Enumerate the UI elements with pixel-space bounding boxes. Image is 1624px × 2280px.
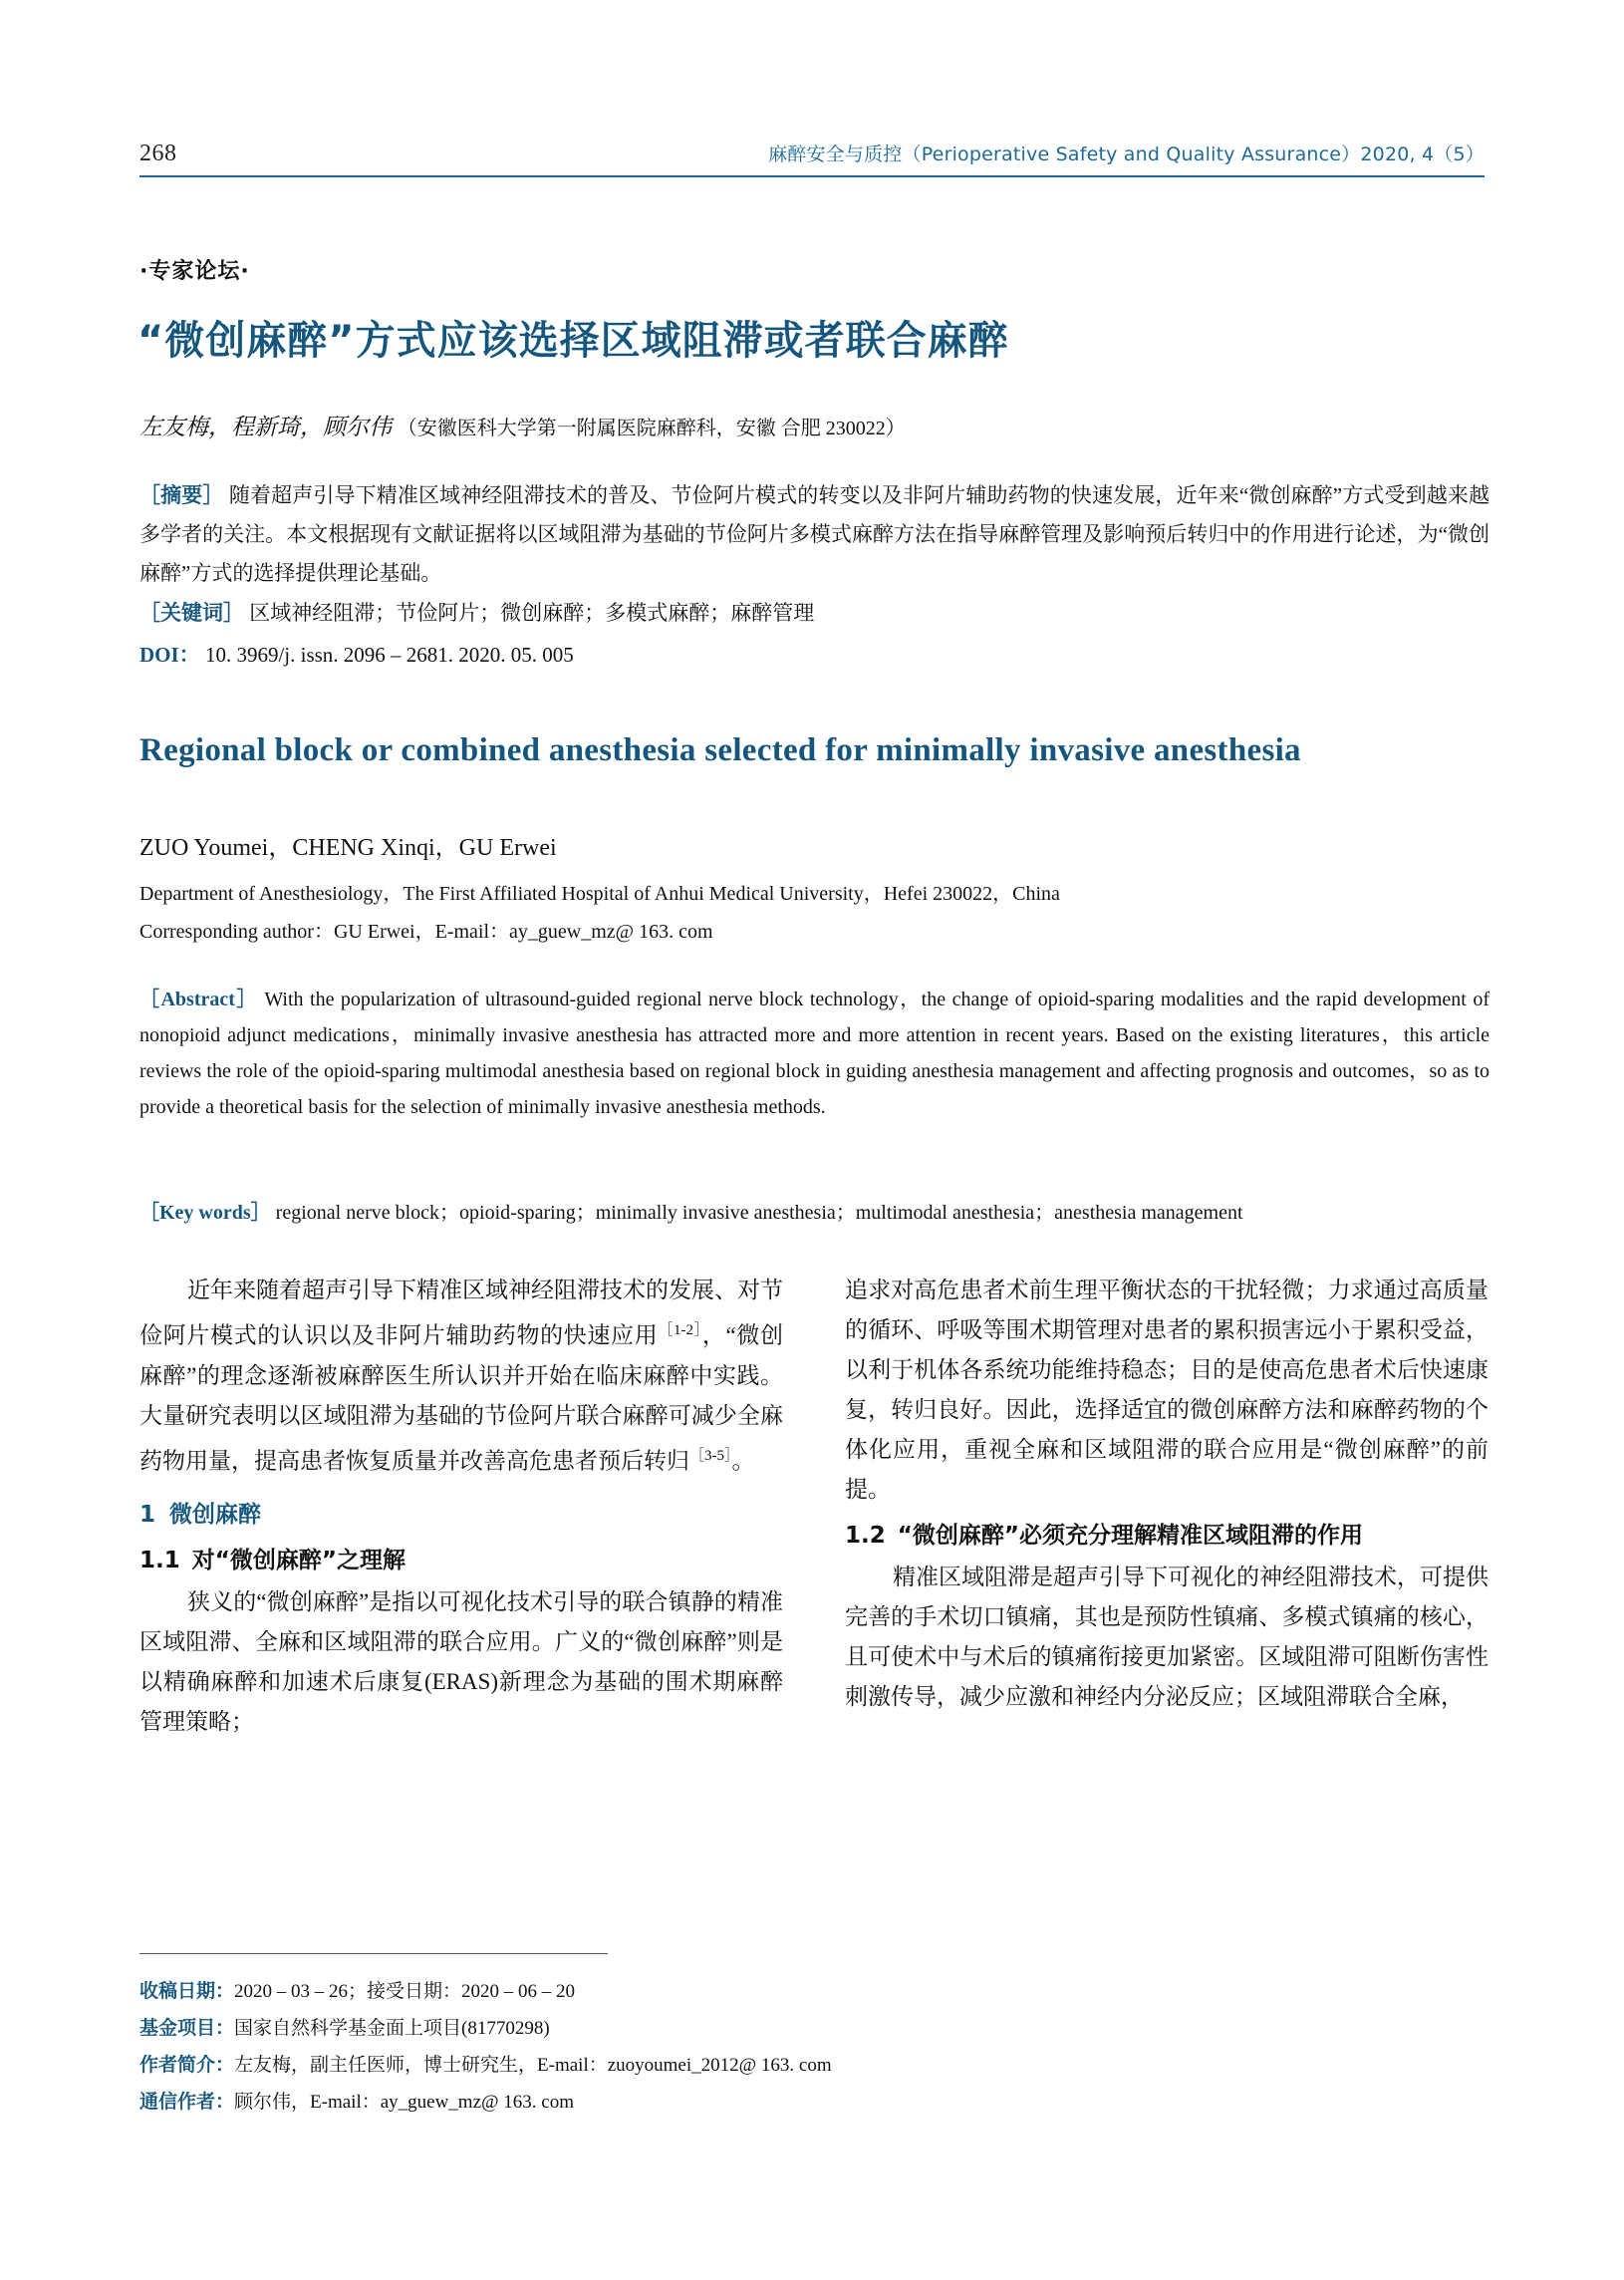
citation-ref: ［3-5］: [689, 1447, 732, 1464]
running-head: [139, 140, 1485, 167]
keywords-en-text: regional nerve block；opioid-sparing；minimally invasive anesthesia；multimodal anesthesia；anesthesia management: [275, 1202, 1243, 1224]
authors-zh: [139, 409, 1494, 441]
footnote-item: [139, 2010, 1036, 2047]
heading-number: 1.2: [845, 1523, 886, 1549]
footnote-label: 基金项目：: [139, 2017, 235, 2039]
keywords-zh-label: ［关键词］: [139, 601, 244, 625]
abstract-en: [139, 982, 1489, 1125]
paragraph: 狭义的“微创麻醉”是指以可视化技术引导的联合镇静的精准区域阻滞、全麻和区域阻滞的联合应用。广义的“微创麻醉”则是以精确麻醉和加速术后康复(ERAS)新理念为基础的围术期麻醉管理策略；: [139, 1589, 783, 1735]
citation-ref: ［1-2］: [658, 1322, 702, 1338]
column-label: ·专家论坛·: [139, 259, 250, 284]
authors-zh-names: 左友梅，程新琦，顾尔伟: [139, 415, 392, 439]
authors-en: ZUO Youmei，CHENG Xinqi，GU Erwei: [139, 835, 557, 861]
footnote-value: 2020 – 03 – 26；接受日期：2020 – 06 – 20: [234, 1981, 576, 2002]
heading-text: “微创麻醉”必须充分理解精准区域阻滞的作用: [897, 1523, 1363, 1549]
heading-text: 微创麻醉: [169, 1502, 262, 1529]
doi-value: 10. 3969/j. issn. 2096 – 2681. 2020. 05. 005: [204, 643, 574, 667]
paragraph: [139, 1271, 783, 1481]
heading-level-2: [845, 1516, 1489, 1556]
heading-text: 对“微创麻醉”之理解: [191, 1548, 406, 1574]
footnote-value: 顾尔伟，E-mail：ay_guew_mz@ 163. com: [234, 2092, 574, 2113]
header-divider: [139, 175, 1485, 177]
journal-title-line: 麻醉安全与质控（Perioperative Safety and Quality Assurance）2020, 4（5）: [768, 143, 1485, 165]
keywords-zh-text: 区域神经阻滞；节俭阿片；微创麻醉；多模式麻醉；麻醉管理: [249, 601, 815, 625]
affiliation-zh: （安徽医科大学第一附属医院麻醉科，安徽 合肥 230022）: [397, 418, 906, 439]
footnote-label: 通信作者：: [139, 2091, 235, 2113]
paragraph: 精准区域阻滞是超声引导下可视化的神经阻滞技术，可提供完善的手术切口镇痛，其也是预防性镇痛、多模式镇痛的核心，且可使术中与术后的镇痛衔接更加紧密。区域阻滞可阻断伤害性刺激传导，减少应激和神经内分泌反应；区域阻滞联合全麻，: [845, 1565, 1489, 1709]
body-column-right: [845, 1271, 1489, 1742]
heading-number: 1: [139, 1502, 156, 1529]
article-title-en: Regional block or combined anesthesia selected for minimally invasive anesthesia: [139, 732, 1301, 768]
footnote-value: 国家自然科学基金面上项目(81770298): [234, 2018, 550, 2039]
footnote-item: [139, 1973, 1036, 2010]
doi-label: DOI：: [139, 643, 200, 667]
affiliation-en: Department of Anesthesiology，The First Affiliated Hospital of Anhui Medical University，Hefei 230022，China: [139, 883, 1060, 905]
footnote-item: [139, 2047, 1036, 2084]
paragraph-text: 近年来随着超声引导下精准区域神经阻滞技术的发展、对节俭阿片模式的认识以及非阿片辅助药物的快速应用: [139, 1278, 783, 1348]
footnote-label: 收稿日期：: [139, 1980, 235, 2002]
paragraph-text: ，“微创麻醉”的理念逐渐被麻醉医生所认识并开始在临床麻醉中实践。大量研究表明以区域阻滞为基础的节俭阿片联合麻醉可减少全麻药物用量，提高患者恢复质量并改善高危患者预后转归: [139, 1322, 784, 1474]
footnote-divider: [139, 1953, 608, 1954]
heading-level-1: [139, 1495, 783, 1535]
heading-number: 1.1: [139, 1548, 180, 1574]
keywords-zh: [139, 596, 1489, 630]
heading-level-2: [139, 1541, 783, 1580]
page-number: 268: [139, 141, 177, 166]
keywords-en: [139, 1196, 1489, 1230]
abstract-zh-label: ［摘要］: [139, 483, 224, 507]
article-title-zh: “微创麻醉”方式应该选择区域阻滞或者联合麻醉: [137, 318, 1009, 364]
body-columns: [139, 1271, 1489, 1742]
paragraph-text: 。: [731, 1448, 755, 1474]
body-column-left: [139, 1271, 783, 1742]
abstract-zh: [139, 476, 1489, 593]
keywords-en-label: ［Key words］: [139, 1202, 271, 1224]
abstract-en-label: ［Abstract］: [139, 989, 258, 1010]
doi-line: [139, 638, 1489, 672]
footnote-item: [139, 2084, 1036, 2121]
abstract-zh-text: 随着超声引导下精准区域神经阻滞技术的普及、节俭阿片模式的转变以及非阿片辅助药物的快速发展，近年来“微创麻醉”方式受到越来越多学者的关注。本文根据现有文献证据将以区域阻滞为基础的节俭阿片多模式麻醉方法在指导麻醉管理及影响预后转归中的作用进行论述，为“微创麻醉”方式的选择提供理论基础。: [139, 483, 1489, 585]
footnotes: [139, 1973, 1036, 2121]
paragraph: 追求对高危患者术前生理平衡状态的干扰轻微；力求通过高质量的循环、呼吸等围术期管理对患者的累积损害远小于累积受益，以利于机体各系统功能维持稳态；目的是使高危患者术后快速康复，转归良好。因此，选择适宜的微创麻醉方法和麻醉药物的个体化应用，重视全麻和区域阻滞的联合应用是“微创麻醉”的前提。: [845, 1278, 1489, 1502]
footnote-value: 左友梅，副主任医师，博士研究生，E-mail：zuoyoumei_2012@ 163. com: [234, 2055, 832, 2076]
footnote-label: 作者简介：: [139, 2054, 235, 2076]
abstract-en-text: With the popularization of ultrasound-guided regional nerve block technology，the change of opioid-sparing modalities and the rapid development of nonopioid adjunct medications，minimally invasive anesthesia has attracted more and more attention in recent years. Based on the existing literatures，this article reviews the role of the opioid-sparing multimodal anesthesia based on regional block in guiding anesthesia management and affecting prognosis and outcomes，so as to provide a theoretical basis for the selection of minimally invasive anesthesia methods.: [139, 989, 1489, 1118]
corresponding-author-en: Corresponding author：GU Erwei，E-mail：ay_guew_mz@ 163. com: [139, 921, 713, 943]
